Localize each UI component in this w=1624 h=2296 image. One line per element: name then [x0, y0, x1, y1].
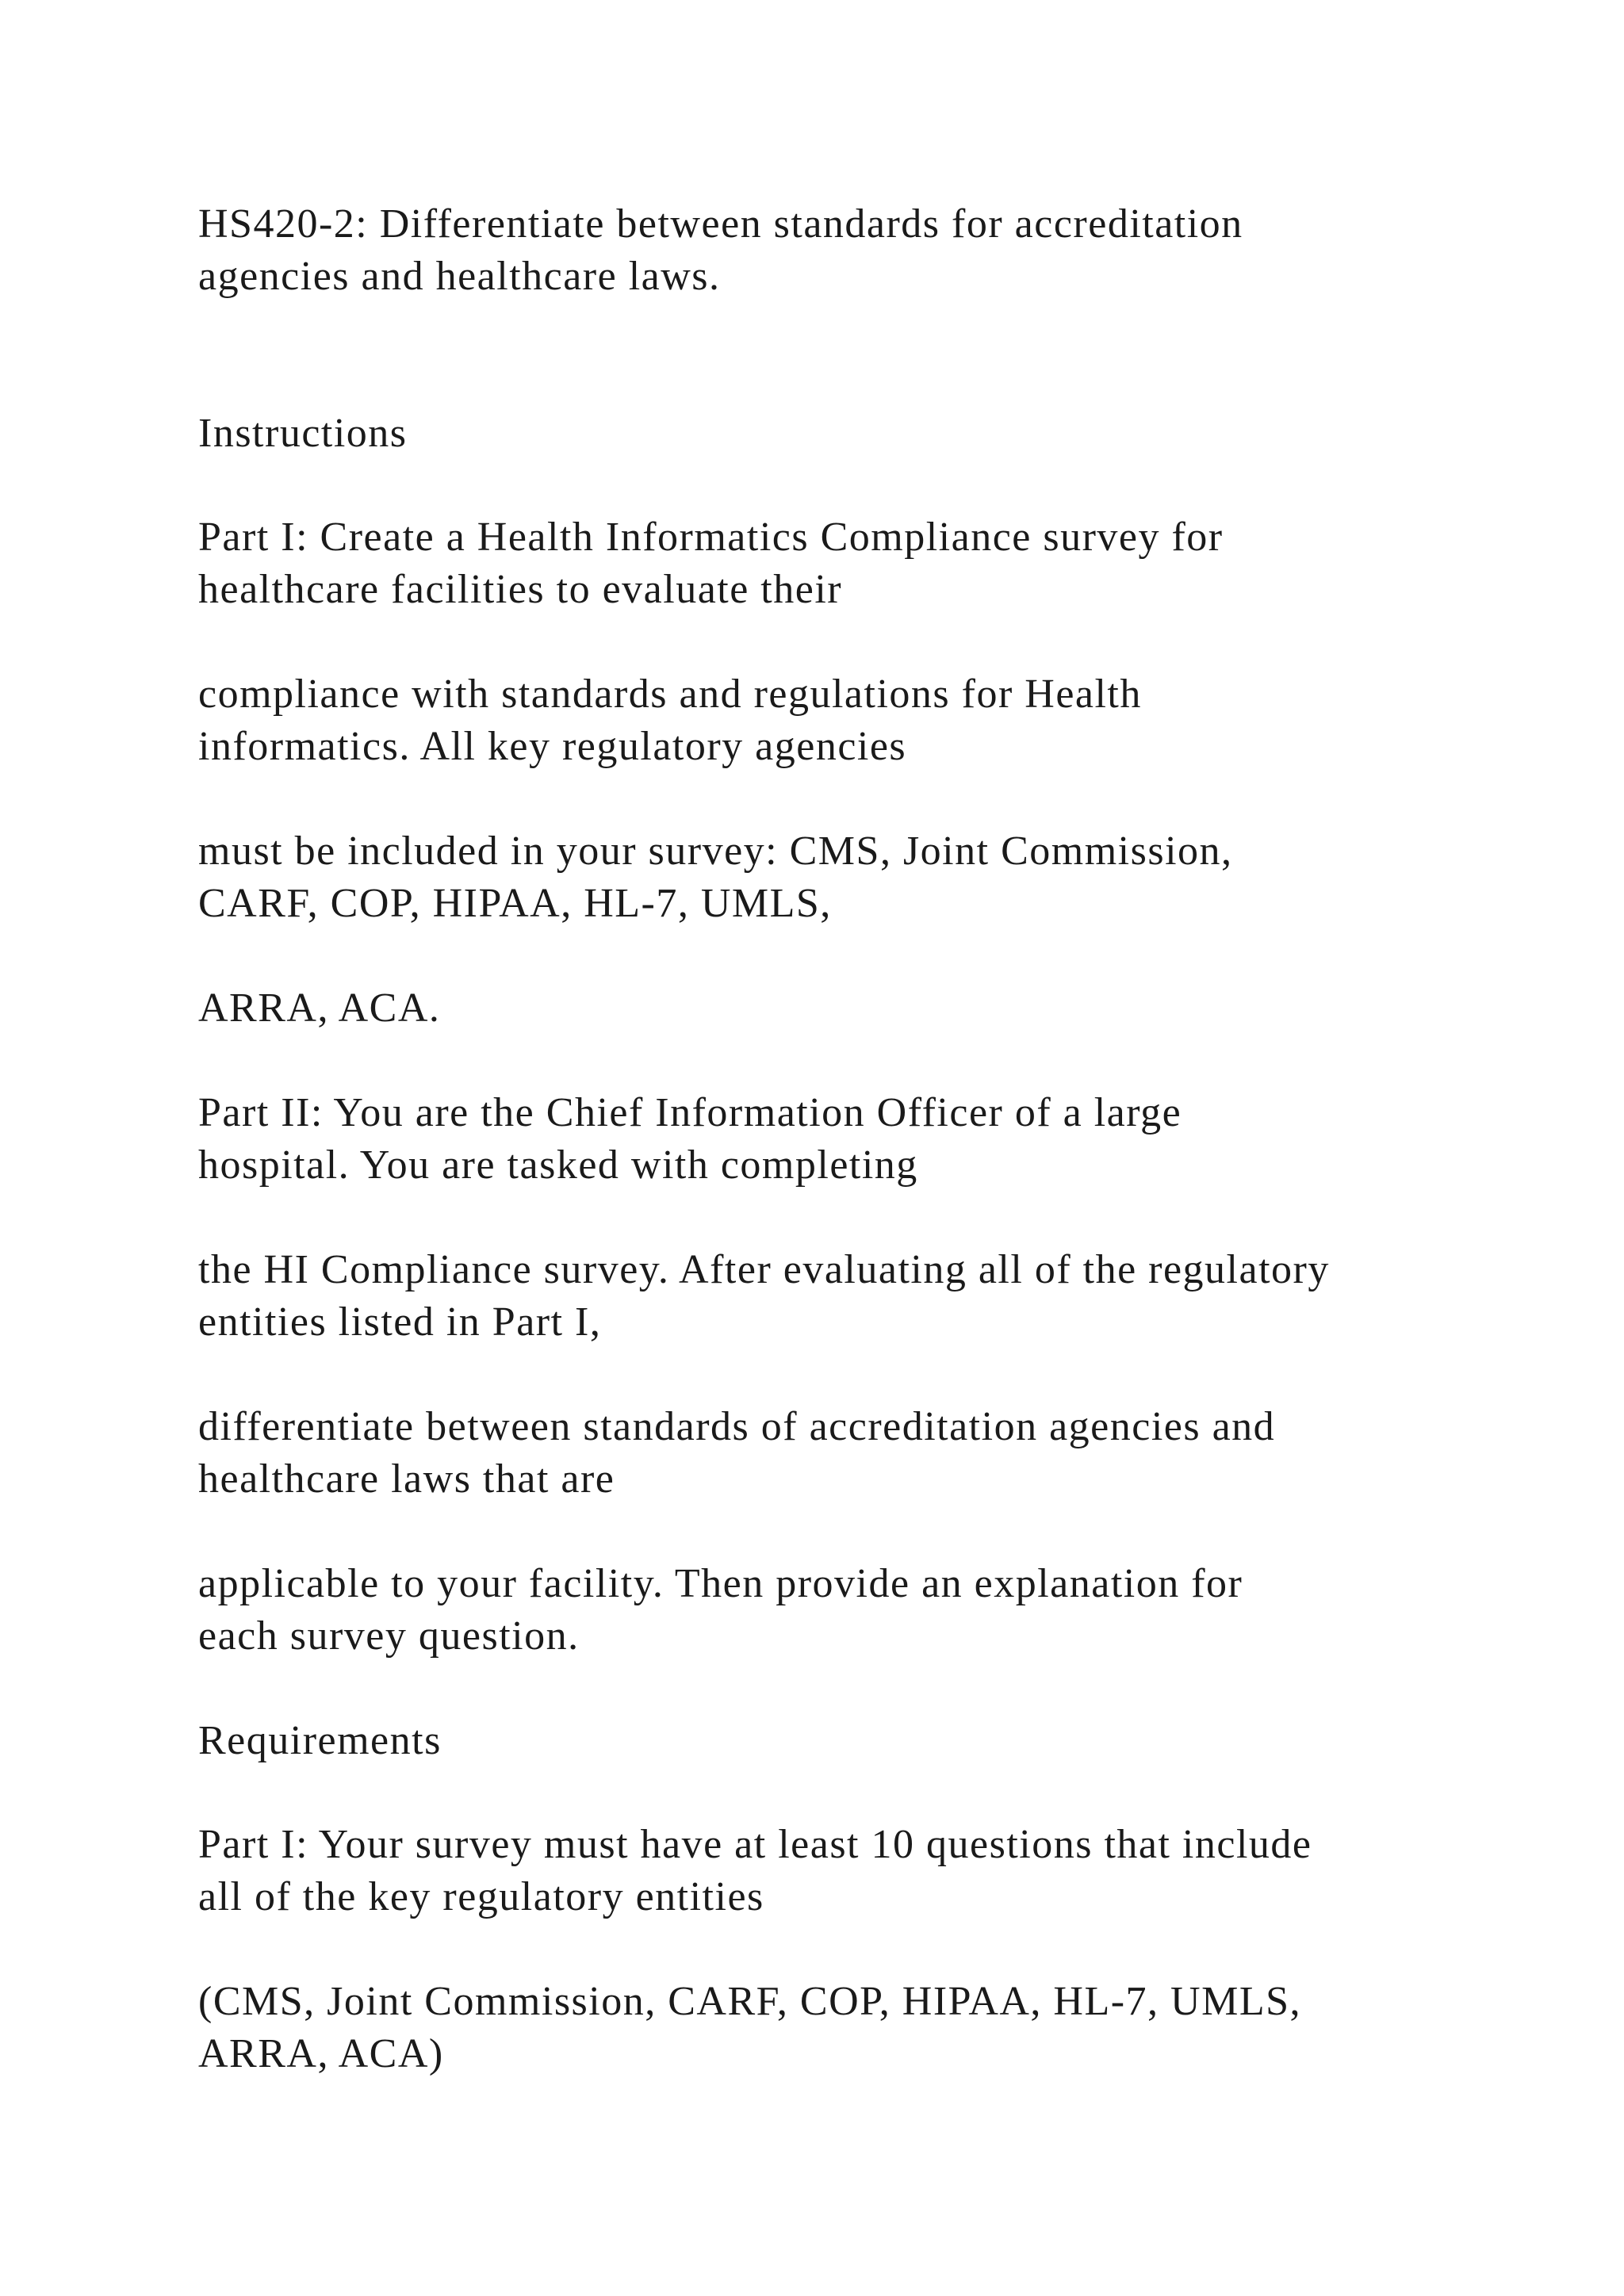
part2-c-line-1: differentiate between standards of accreditation agencies and	[198, 1404, 1276, 1449]
part2-a-line-2: hospital. You are tasked with completing	[198, 1142, 918, 1188]
part1-d-line-1: ARRA, ACA.	[198, 985, 441, 1031]
requirements-heading	[198, 1715, 1507, 1767]
part1-c-line-2: CARF, COP, HIPAA, HL-7, UMLS,	[198, 881, 832, 926]
part1-c-line-1: must be included in your survey: CMS, Joint Commission,	[198, 828, 1233, 874]
part2-paragraph-d	[198, 1558, 1507, 1663]
req1-a-line-2: all of the key regulatory entities	[198, 1874, 764, 1919]
instructions-heading-text: Instructions	[198, 411, 408, 456]
objective-line-2: agencies and healthcare laws.	[198, 254, 721, 299]
req1-b-line-1: (CMS, Joint Commission, CARF, COP, HIPAA, HL-7, UMLS,	[198, 1979, 1302, 2024]
requirements-paragraph-a	[198, 1819, 1507, 1923]
part1-paragraph-b	[198, 668, 1507, 773]
part1-a-line-2: healthcare facilities to evaluate their	[198, 567, 843, 612]
part2-b-line-2: entities listed in Part I,	[198, 1299, 602, 1345]
req1-a-line-1: Part I: Your survey must have at least 10 questions that include	[198, 1822, 1312, 1867]
part1-b-line-2: informatics. All key regulatory agencies	[198, 724, 907, 769]
requirements-heading-text: Requirements	[198, 1718, 442, 1763]
part1-paragraph-d	[198, 982, 1507, 1035]
part2-b-line-1: the HI Compliance survey. After evaluating all of the regulatory	[198, 1247, 1330, 1292]
part2-c-line-2: healthcare laws that are	[198, 1456, 615, 1502]
part1-a-line-1: Part I: Create a Health Informatics Compliance survey for	[198, 515, 1224, 560]
objective-line-1: HS420-2: Differentiate between standards for accreditation	[198, 201, 1243, 247]
instructions-heading	[198, 408, 1507, 460]
part2-paragraph-c	[198, 1401, 1507, 1506]
part2-paragraph-a	[198, 1087, 1507, 1192]
requirements-paragraph-b	[198, 1976, 1507, 2080]
part1-paragraph-a	[198, 511, 1507, 616]
part2-d-line-2: each survey question.	[198, 1613, 580, 1659]
part1-b-line-1: compliance with standards and regulations for Health	[198, 672, 1142, 717]
part1-paragraph-c	[198, 825, 1507, 930]
part2-a-line-1: Part II: You are the Chief Information Officer of a large	[198, 1090, 1182, 1135]
part2-d-line-1: applicable to your facility. Then provide an explanation for	[198, 1561, 1243, 1606]
req1-b-line-2: ARRA, ACA)	[198, 2031, 444, 2076]
objective-paragraph	[198, 198, 1507, 303]
part2-paragraph-b	[198, 1244, 1507, 1349]
